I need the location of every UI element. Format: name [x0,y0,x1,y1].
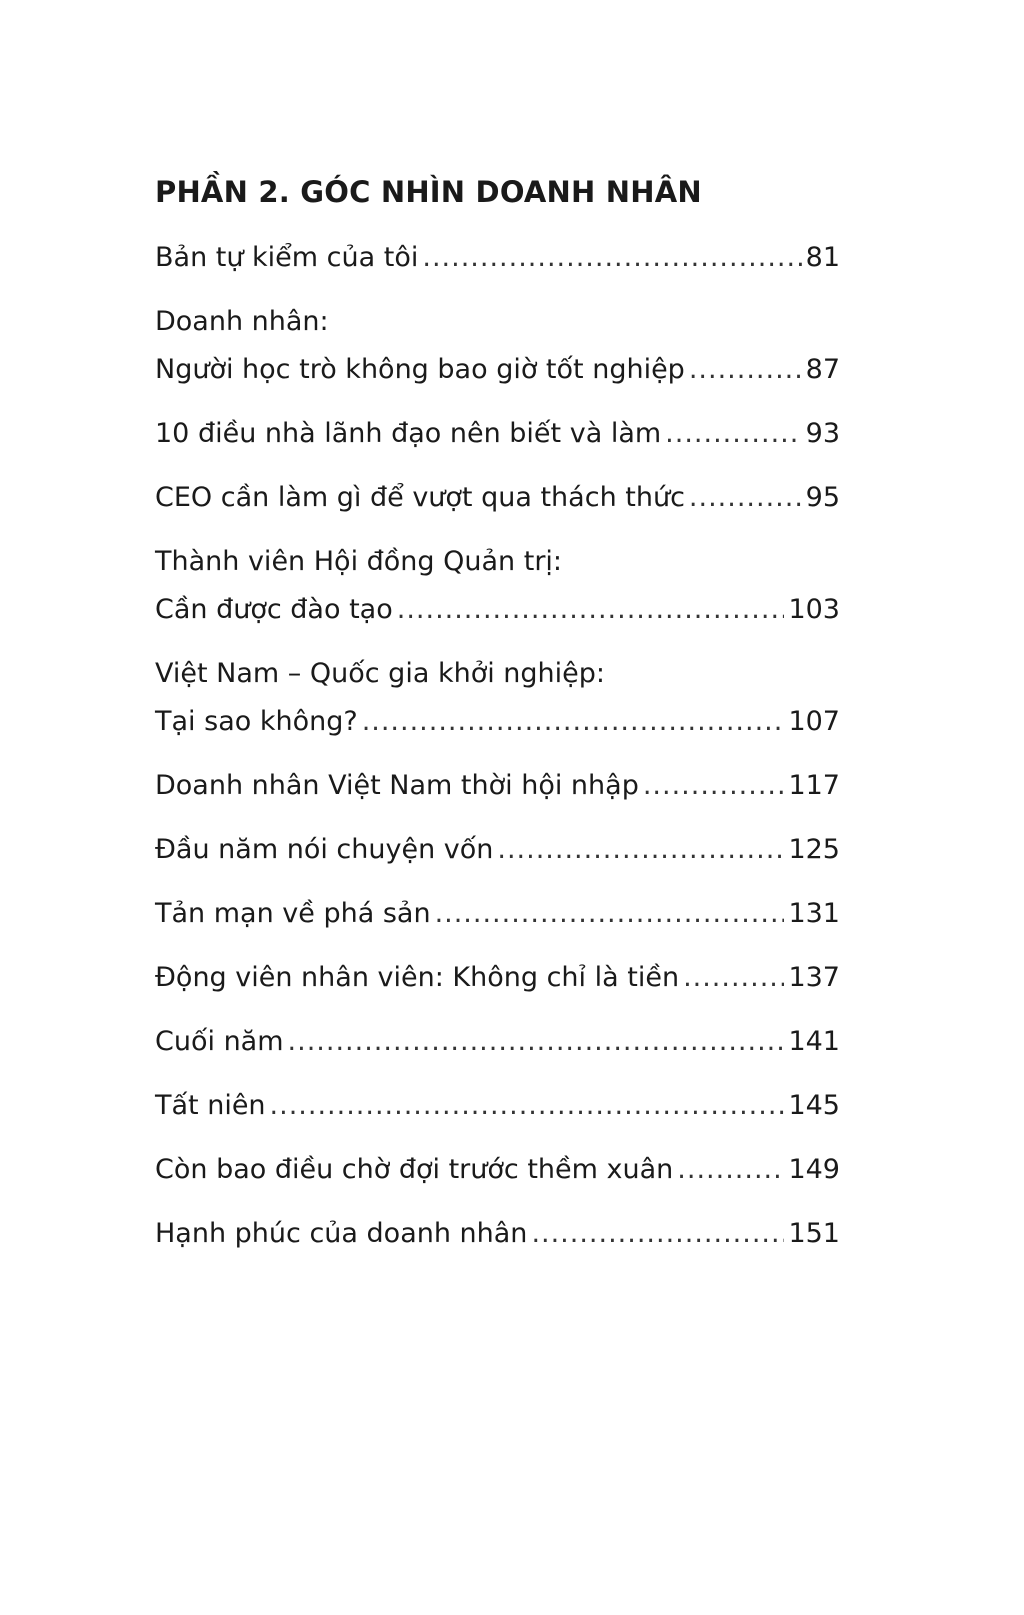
toc-page-number: 81 [805,242,840,273]
toc-line [155,698,840,746]
toc-entry[interactable] [155,410,840,458]
toc-entry[interactable] [155,1082,840,1130]
toc-entry-title: Doanh nhân: [155,306,329,337]
toc-entry-title: Còn bao điều chờ đợi trước thềm xuân [155,1154,674,1185]
toc-line [155,890,840,938]
dot-leader [683,954,784,1002]
toc-page-number: 145 [788,1090,840,1121]
toc-line [155,298,840,346]
dot-leader [362,698,785,746]
toc-entry[interactable] [155,954,840,1002]
toc-entry[interactable] [155,474,840,522]
toc-line [155,1210,840,1258]
toc-entry-title: Việt Nam – Quốc gia khởi nghiệp: [155,658,606,689]
toc-line [155,1082,840,1130]
toc-line [155,826,840,874]
section-title: PHẦN 2. GÓC NHÌN DOANH NHÂN [155,175,702,209]
toc-line [155,410,840,458]
toc-page-number: 107 [788,706,840,737]
toc-entry[interactable] [155,538,840,634]
toc-entry[interactable] [155,1018,840,1066]
dot-leader [397,586,785,634]
toc-line [155,954,840,1002]
toc-entry-title: Cần được đào tạo [155,594,393,625]
dot-leader [270,1082,785,1130]
dot-leader [689,474,802,522]
dot-leader [435,890,785,938]
toc-entry-title: 10 điều nhà lãnh đạo nên biết và làm [155,418,662,449]
toc-page-number: 95 [805,482,840,513]
toc-line [155,474,840,522]
toc-entry[interactable] [155,762,840,810]
toc-line [155,1146,840,1194]
toc-list [155,234,840,1258]
toc-page-number: 103 [788,594,840,625]
table-of-contents [155,170,840,1274]
toc-page-number: 141 [788,1026,840,1057]
toc-line [155,650,840,698]
dot-leader [288,1018,785,1066]
toc-line [155,538,840,586]
toc-page-number: 117 [788,770,840,801]
toc-page-number: 149 [788,1154,840,1185]
toc-entry-title: Động viên nhân viên: Không chỉ là tiền [155,962,680,993]
dot-leader [643,762,785,810]
toc-page-number: 137 [788,962,840,993]
toc-line [155,346,840,394]
toc-entry[interactable] [155,1210,840,1258]
toc-entry-title: Đầu năm nói chuyện vốn [155,834,494,865]
toc-page-number: 87 [805,354,840,385]
toc-line [155,762,840,810]
toc-entry-title: CEO cần làm gì để vượt qua thách thức [155,482,685,513]
dot-leader [665,410,801,458]
toc-line [155,586,840,634]
toc-entry-title: Bản tự kiểm của tôi [155,242,419,273]
toc-entry-title: Hạnh phúc của doanh nhân [155,1218,528,1249]
toc-entry-title: Thành viên Hội đồng Quản trị: [155,546,563,577]
toc-entry[interactable] [155,650,840,746]
dot-leader [677,1146,784,1194]
dot-leader [422,234,801,282]
toc-entry-title: Tại sao không? [155,706,358,737]
toc-line [155,1018,840,1066]
toc-entry-title: Cuối năm [155,1026,284,1057]
toc-line [155,234,840,282]
toc-entry[interactable] [155,234,840,282]
toc-entry[interactable] [155,298,840,394]
dot-leader [497,826,784,874]
toc-page-number: 93 [805,418,840,449]
dot-leader [689,346,802,394]
toc-entry-title: Tất niên [155,1090,266,1121]
toc-entry-title: Tản mạn về phá sản [155,898,431,929]
toc-entry[interactable] [155,890,840,938]
toc-entry-title: Người học trò không bao giờ tốt nghiệp [155,354,685,385]
toc-entry-title: Doanh nhân Việt Nam thời hội nhập [155,770,639,801]
toc-page-number: 151 [788,1218,840,1249]
toc-page-number: 125 [788,834,840,865]
toc-entry[interactable] [155,1146,840,1194]
toc-entry[interactable] [155,826,840,874]
toc-page-number: 131 [788,898,840,929]
dot-leader [531,1210,784,1258]
